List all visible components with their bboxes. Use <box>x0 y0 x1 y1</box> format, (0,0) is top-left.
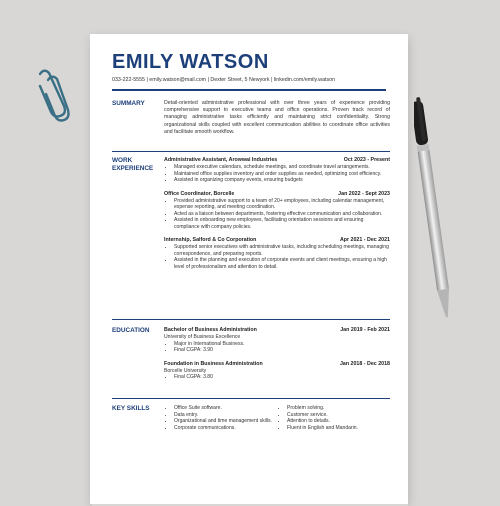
education-heading: EDUCATION <box>112 327 150 334</box>
education-entry <box>164 327 390 354</box>
job-title: Office Coordinator, Borcelle <box>164 190 235 197</box>
job-bullet: • Assisted in the planning and execution of corporate events and client meetings, ensuring a high level of professionalism and attention to detail. <box>174 257 390 270</box>
resume-page <box>90 34 408 504</box>
skill-item: • Data entry. <box>174 412 277 419</box>
summary-text: Detail-oriented administrative professional with over three years of experience providing comprehensive support to executive teams and office operations. Proven track record of managing administrative tasks efficiently and maintaining strict confidentiality. Strong organizational skills coupled with excellent communication abilities to coordinate office activities and facilitate smooth workflow. <box>164 100 390 135</box>
education-bullet: • Major in International Business. <box>174 341 390 348</box>
skill-item: • Organizational and time management skills. <box>174 418 277 425</box>
job-bullet: • Maintained office supplies inventory and order supplies as needed, optimizing cost efficiency. <box>174 171 390 178</box>
job-dates: Apr 2021 - Dec 2021 <box>339 237 390 243</box>
job-bullet: • Provided administrative support to a team of 20+ employees, including calendar management, expense reporting, and meeting coordination. <box>174 198 390 211</box>
skill-item: • Office Suite software. <box>174 405 277 412</box>
job-bullet: • Assisted in organizing company events, ensuring budgets <box>174 177 390 184</box>
section-divider <box>112 398 390 399</box>
education-bullet: • Final CGPA: 3.90 <box>174 347 390 354</box>
header-divider <box>112 89 386 91</box>
job-entry <box>164 157 390 184</box>
job-entry <box>164 191 390 231</box>
section-divider <box>112 151 390 152</box>
skill-item: • Problem solving. <box>287 405 390 412</box>
degree-title: Bachelor of Business Administration <box>164 327 257 333</box>
paperclip-icon <box>34 66 74 126</box>
job-bullet: • Acted as a liaison between departments, fostering effective communication and collaboration. <box>174 211 390 218</box>
skill-item: • Customer service. <box>287 412 390 419</box>
summary-heading: SUMMARY <box>112 100 145 107</box>
job-dates: Jan 2022 - Sept 2023 <box>338 190 390 197</box>
education-dates: Jan 2019 - Feb 2021 <box>340 327 390 333</box>
job-bullet: • Managed executive calendars, schedule meetings, and coordinate travel arrangements. <box>174 164 390 171</box>
skills-heading: KEY SKILLS <box>112 405 150 412</box>
school-name: University of Business Excellence <box>164 334 241 340</box>
experience-heading-line2: EXPERIENCE <box>112 165 154 172</box>
education-bullet: • Final CGPA: 3.80 <box>174 374 390 381</box>
skill-item: • Fluent in English and Mandarin. <box>287 425 390 432</box>
skills-list-right <box>277 405 390 431</box>
experience-heading <box>112 157 160 173</box>
resume-name: EMILY WATSON <box>112 51 269 73</box>
job-bullet: • Assisted in onboarding new employees, facilitating orientation sessions and ensuring compliance with company policies. <box>174 217 390 230</box>
contact-line: 033-222-5555 | emily.watson@mail.com | Dexter Street, 5 Newyork | linkedin.com/emily.watson <box>112 77 336 83</box>
job-title: Internship, Salford & Co Corporation <box>164 237 257 243</box>
job-dates: Oct 2023 - Present <box>343 157 390 163</box>
pen-icon <box>414 96 454 326</box>
job-bullet: • Supported senior executives with administrative tasks, including scheduling meetings, managing correspondence, and preparing reports. <box>174 244 390 257</box>
education-entry <box>164 361 390 381</box>
education-dates: Jan 2018 - Dec 2018 <box>339 360 390 367</box>
skill-item: • Attention to details. <box>287 418 390 425</box>
experience-heading-line1: WORK <box>112 157 133 164</box>
section-divider <box>112 319 390 320</box>
job-entry <box>164 237 390 270</box>
job-title: Administrative Assistant, Arowwai Industries <box>164 157 278 163</box>
skill-item: • Corporate communications. <box>174 425 277 432</box>
skills-list-left <box>164 405 277 431</box>
degree-title: Foundation in Business Administration <box>164 360 263 367</box>
school-name: Borcelle University <box>164 367 207 374</box>
